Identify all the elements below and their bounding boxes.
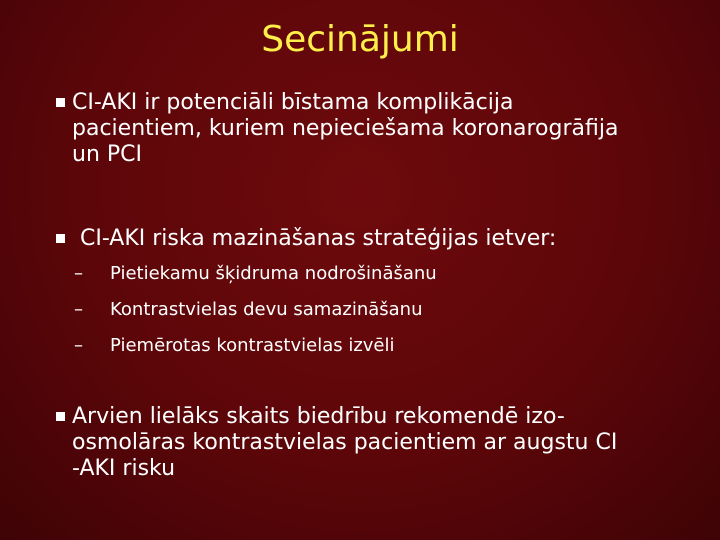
square-bullet-icon bbox=[56, 98, 65, 107]
dash-bullet-icon: – bbox=[74, 299, 83, 320]
bullet-text: CI-AKI riska mazināšanas stratēģijas ietver: bbox=[80, 226, 557, 251]
slide-title: Secinājumi bbox=[261, 19, 459, 60]
sub-bullet-text: Kontrastvielas devu samazināšanu bbox=[110, 299, 423, 320]
sub-bullet-text: Piemērotas kontrastvielas izvēli bbox=[110, 335, 395, 356]
sub-bullet-text: Pietiekamu šķidruma nodrošināšanu bbox=[110, 263, 437, 284]
bullet-text: Arvien lielāks skaits biedrību rekomendē izo- osmolāras kontrastvielas pacientiem ar augstu CI -AKI risku bbox=[72, 404, 618, 481]
bullet-text: CI-AKI ir potenciāli bīstama komplikācija pacientiem, kuriem nepieciešama koronarogrāfija un PCI bbox=[72, 90, 619, 167]
square-bullet-icon bbox=[56, 234, 65, 243]
square-bullet-icon bbox=[56, 412, 65, 421]
dash-bullet-icon: – bbox=[74, 263, 83, 284]
dash-bullet-icon: – bbox=[74, 335, 83, 356]
